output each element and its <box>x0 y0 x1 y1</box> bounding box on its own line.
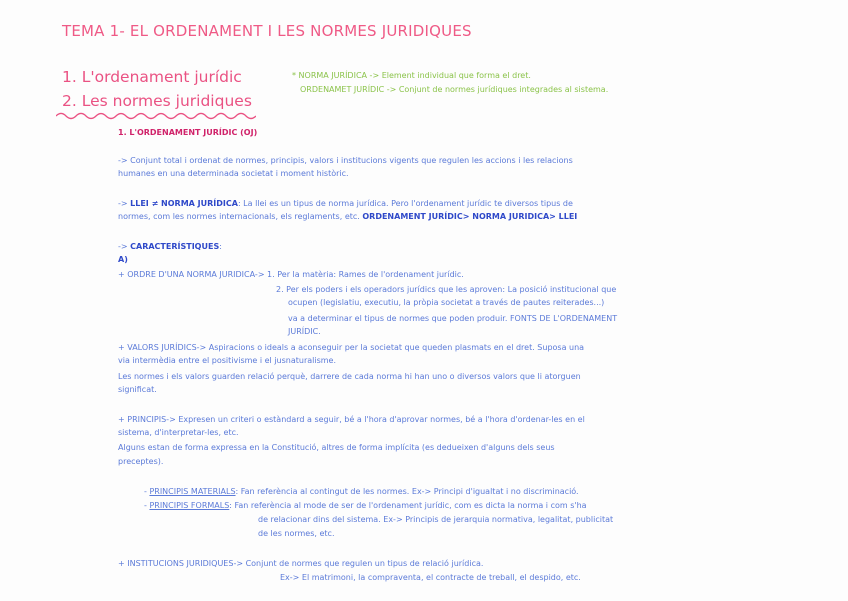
principis-materials <box>144 485 579 498</box>
llei-heading: LLEI ≠ NORMA JURÍDICA <box>130 199 238 208</box>
wavy-underline <box>56 111 256 121</box>
note-norma-juridica: * NORMA JURÍDICA -> Element individual que forma el dret. <box>292 71 531 80</box>
ordre-line-5: JURÍDIC. <box>288 327 321 336</box>
formals-line-2: de relacionar dins del sistema. Ex-> Principis de jerarquia normativa, legalitat, publicitat <box>258 515 614 524</box>
page-title: TEMA 1- EL ORDENAMENT I LES NORMES JURIDIQUES <box>62 22 472 40</box>
llei-line-2 <box>118 210 577 223</box>
arrow: -> <box>118 242 131 251</box>
definition-line-2: humanes en una determinada societat i moment històric. <box>118 169 349 178</box>
principis-line-3: Alguns estan de forma expressa en la Constitució, altres de forma implícita (es dedueixen d'alguns dels seus <box>118 443 555 452</box>
note-ordenament: ORDENAMET JURÍDIC -> Conjunt de normes jurídiques integrades al sistema. <box>300 85 609 94</box>
caracteristiques-label: CARACTERÍSTIQUES <box>130 242 220 251</box>
dash: - <box>144 487 150 496</box>
institucions-line-2: Ex-> El matrimoni, la compraventa, el contracte de treball, el despido, etc. <box>280 573 581 582</box>
ordre-line-2: 2. Per els poders i els operadors jurídics que les aproven: La posició institucional que <box>276 285 617 294</box>
valors-line-2: via intermèdia entre el positivisme i el jusnaturalisme. <box>118 356 337 365</box>
index-item-1: 1. L'ordenament jurídic <box>62 68 242 86</box>
ordre-line-3: ocupen (legislatiu, executiu, la pròpia societat a través de pautes reiterades...) <box>288 298 605 307</box>
principis-line-1: + PRINCIPIS-> Expresen un criteri o estàndard a seguir, bé a l'hora d'aprovar normes, bé a l'hora d'ordenar-les en el <box>118 415 585 424</box>
llei-line-1 <box>118 197 573 210</box>
definition-line-1: -> Conjunt total i ordenat de normes, principis, valors i institucions vigents que regulen les accions i les relacions <box>118 156 573 165</box>
caracteristiques-a: A) <box>118 255 128 264</box>
index-item-2: 2. Les normes juridiques <box>62 92 252 110</box>
formals-label: PRINCIPIS FORMALS <box>149 501 230 510</box>
principis-formals <box>144 499 587 512</box>
colon: : <box>219 242 222 251</box>
materials-label: PRINCIPIS MATERIALS <box>149 487 236 496</box>
formals-text: : Fan referència al mode de ser de l'ordenament jurídic, com es dicta la norma i com s'ha <box>229 501 587 510</box>
institucions-line-1: + INSTITUCIONS JURIDIQUES-> Conjunt de normes que regulen un tipus de relació jurídica. <box>118 559 484 568</box>
section-title: 1. L'ORDENAMENT JURÍDIC (OJ) <box>118 128 258 137</box>
ordre-line-1: + ORDRE D'UNA NORMA JURIDICA-> 1. Per la matèria: Rames de l'ordenament jurídic. <box>118 270 464 279</box>
llei-hierarchy: ORDENAMENT JURÍDIC> NORMA JURIDICA> LLEI <box>362 212 578 221</box>
llei-text-2: normes, com les normes internacionals, els reglaments, etc. <box>118 212 363 221</box>
principis-line-4: preceptes). <box>118 457 164 466</box>
llei-text: : La llei es un tipus de norma jurídica. Pero l'ordenament jurídic te diversos tipus de <box>237 199 573 208</box>
ordre-line-4: va a determinar el tipus de normes que poden produir. FONTS DE L'ORDENAMENT <box>288 314 618 323</box>
principis-line-2: sistema, d'interpretar-les, etc. <box>118 428 239 437</box>
dash: - <box>144 501 150 510</box>
caracteristiques-heading <box>118 240 222 253</box>
formals-line-3: de les normes, etc. <box>258 529 335 538</box>
valors-line-3: Les normes i els valors guarden relació perquè, darrere de cada norma hi han uno o diversos valors que li atorguen <box>118 372 581 381</box>
materials-text: : Fan referència al contingut de les normes. Ex-> Principi d'igualtat i no discriminació. <box>235 487 579 496</box>
valors-line-1: + VALORS JURÍDICS-> Aspiracions o ideals a aconseguir per la societat que queden plasmats en el dret. Suposa una <box>118 343 585 352</box>
valors-line-4: significat. <box>118 385 157 394</box>
arrow: -> <box>118 199 131 208</box>
